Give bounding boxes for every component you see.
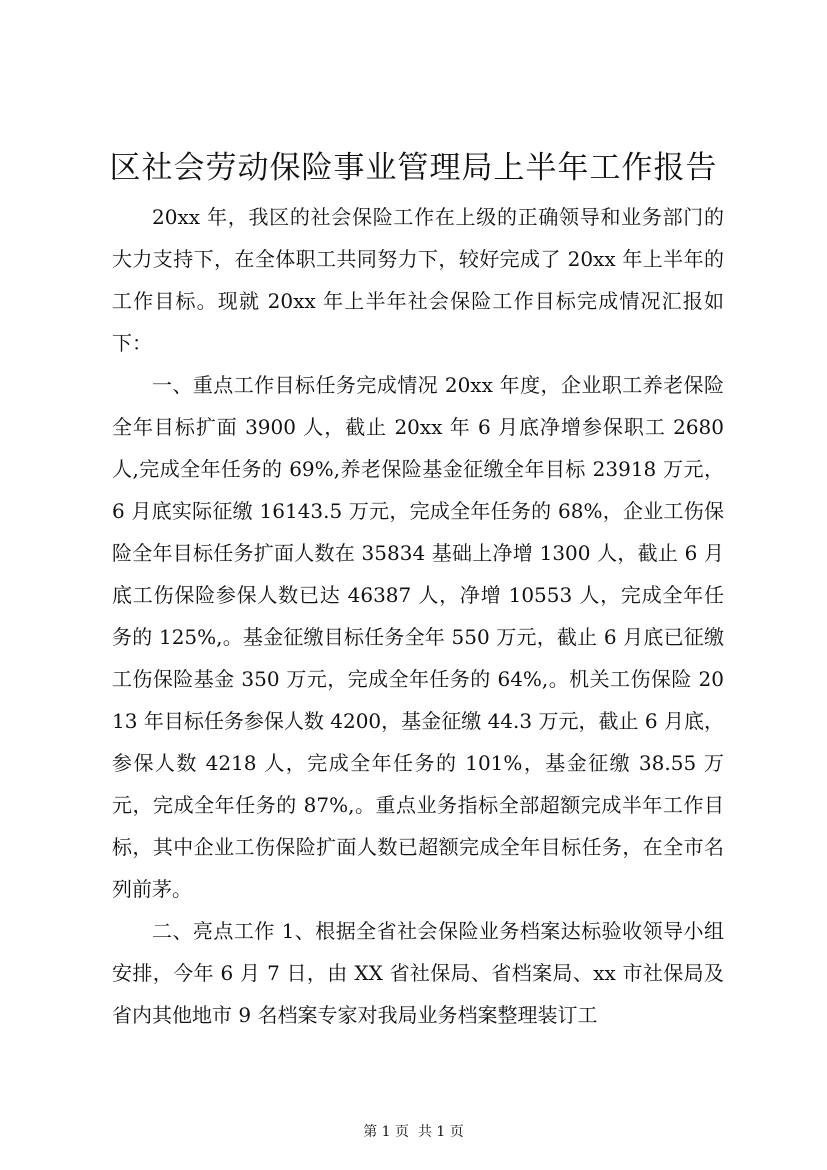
document-body (112, 196, 724, 1036)
document-title: 区社会劳动保险事业管理局上半年工作报告 (109, 150, 718, 186)
paragraph-intro: 20xx 年，我区的社会保险工作在上级的正确领导和业务部门的大力支持下，在全体职工共同努力下，较好完成了 20xx 年上半年的工作目标。现就 20xx 年上半年社会保险工作目标完成情况汇报如下： (112, 205, 724, 355)
page-number: 第 1 页 共 1 页 (363, 1124, 464, 1140)
paragraph-highlights: 二、亮点工作 1、根据全省社会保险业务档案达标验收领导小组安排，今年 6 月 7 日，由 XX 省社保局、省档案局、xx 市社保局及省内其他地市 9 名档案专家对我局业务档案整理装订工 (112, 919, 724, 1027)
paragraph-key-targets: 一、重点工作目标任务完成情况 20xx 年度，企业职工养老保险全年目标扩面 3900 人，截止 20xx 年 6 月底净增参保职工 2680 人,完成全年任务的 69%,养老保险基金征缴全年目标 23918 万元，6 月底实际征缴 16143.5 万元，完成全年任务的 68%，企业工伤保险全年目标任务扩面人数在 35834 基础上净增 1300 人，截止 6 月底工伤保险参保人数已达 46387 人，净增 10553 人，完成全年任务的 125%,。基金征缴目标任务全年 550 万元，截止 6 月底已征缴工伤保险基金 350 万元，完成全年任务的 64%,。机关工伤保险 2013 年目标任务参保人数 4200，基金征缴 44.3 万元，截止 6 月底，参保人数 4218 人，完成全年任务的 101%，基金征缴 38.55 万元，完成全年任务的 87%,。重点业务指标全部超额完成半年工作目标，其中企业工伤保险扩面人数已超额完成全年目标任务，在全市名列前茅。 (112, 373, 724, 901)
page-footer (0, 1122, 827, 1142)
